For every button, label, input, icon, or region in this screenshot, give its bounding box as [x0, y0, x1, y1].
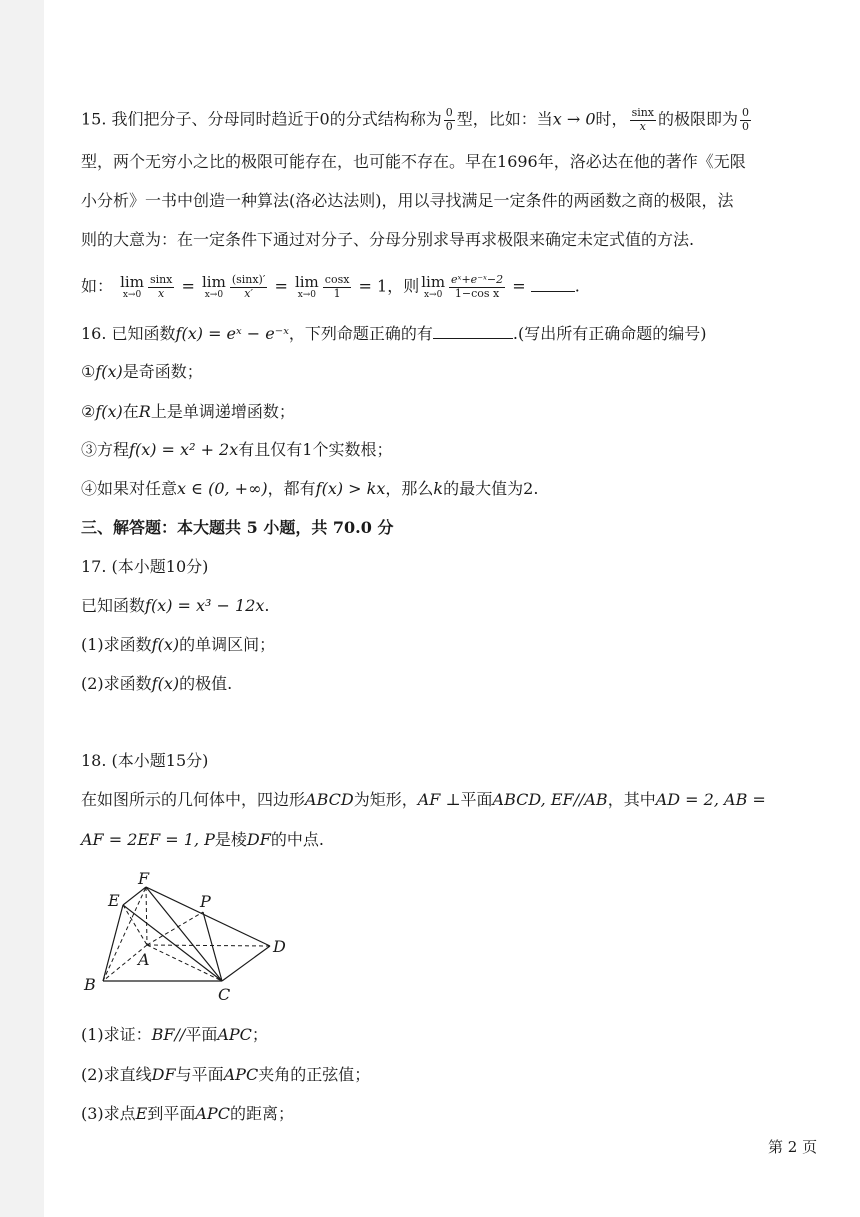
q15-line-5-limits: 如： lim x→0 $\frac{\sin x}{x}$ = lim x→0 $\frac{(\sin x)'}{x'}$ = lim x→0 $\frac{\cos x}{1}$ = 1，则 lim x→0 $\frac{\text{eˣ+e⁻ˣ−2}}{\text{1−cos x}}$ = . [81, 273, 580, 300]
fraction-zero-over-zero-2: $\frac{0}{0}$ [742, 106, 750, 133]
fraction-sinx-over-x: $\frac{\sin x}{x}$ [631, 106, 655, 133]
label-C: C [218, 985, 231, 1004]
geometry-figure [80, 868, 295, 1008]
label-F: F [138, 869, 150, 888]
q17-part-1: (1)求函数f(x)的单调区间； [81, 635, 276, 654]
limit-operator: lim x→0 [421, 273, 446, 300]
q18-heading: 18. (本小题15分) [81, 751, 209, 770]
edge-CD [222, 946, 270, 981]
section-heading: 三、解答题：本大题共 5 小题，共 70.0 分 [81, 518, 394, 537]
q15-line-3: 小分析》一书中创造一种算法(洛必达法则)，用以寻找满足一定条件的两函数之商的极限，法 [81, 191, 734, 210]
q17-given: 已知函数f(x) = x³ − 12x. [81, 596, 270, 615]
fraction-sinx-x: $\frac{\sin x}{x}$ [149, 273, 173, 300]
q18-part-2: (2)求直线DF与平面APC夹角的正弦值； [81, 1065, 371, 1084]
edge-AC [147, 945, 222, 981]
fraction-derivative: $\frac{(\sin x)'}{x'}$ [231, 273, 266, 300]
q16-stem: 16. 已知函数f(x) = eˣ − e⁻ˣ，下列命题正确的有 .(写出所有正确命题的编号) [81, 324, 707, 343]
q18-part-3: (3)求点E到平面APC的距离； [81, 1104, 294, 1123]
q16-option-2: ②f(x)在R上是单调递增函数； [81, 402, 295, 421]
q17-heading: 17. (本小题10分) [81, 557, 209, 576]
limit-operator: lim x→0 [120, 273, 144, 300]
label-E: E [108, 891, 120, 910]
edge-AD [147, 945, 270, 946]
page-number: 第 2 页 [768, 1138, 818, 1156]
label-B: B [84, 975, 96, 994]
edge-EA [123, 905, 147, 945]
edge-FA [146, 887, 147, 945]
q16-option-4: ④如果对任意x ∈ (0, +∞)，都有f(x) > kx，那么k的最大值为2. [81, 479, 539, 498]
label-D: D [273, 937, 286, 956]
fraction-zero-over-zero: $\frac{0}{0}$ [445, 106, 453, 133]
limit-operator: lim x→0 [294, 273, 319, 300]
edge-AP [147, 912, 203, 945]
fraction-exp-over-cos: $\frac{\text{eˣ+e⁻ˣ−2}}{\text{1−cos x}}$ [451, 273, 504, 300]
q18-stem-line-2: AF = 2EF = 1, P是棱DF的中点. [81, 830, 324, 849]
limit-operator: lim x→0 [201, 273, 226, 300]
label-A: A [138, 950, 150, 969]
q15-line-2: 型，两个无穷小之比的极限可能存在，也可能不存在。早在1696年，洛必达在他的著作《无限 [81, 152, 746, 171]
q16-option-3: ③方程f(x) = x² + 2x有且仅有1个实数根； [81, 440, 393, 459]
q16-option-1: ①f(x)是奇函数； [81, 362, 203, 381]
q18-part-1: (1)求证：BF//平面APC； [81, 1025, 268, 1044]
q15-line-4: 则的大意为：在一定条件下通过对分子、分母分别求导再求极限来确定未定式值的方法. [81, 230, 695, 249]
edge-EF [123, 887, 146, 905]
answer-blank[interactable] [433, 324, 513, 339]
edge-EB [103, 905, 123, 981]
q15-line-1: 15. 我们把分子、分母同时趋近于0的分式结构称为 $\frac{0}{0}$ 型，比如：当x → 0时， $\frac{\sin x}{x}$ 的极限即为 $\frac{0}{0}$ [81, 106, 750, 133]
fraction-cosx-1: $\frac{\cos x}{1}$ [324, 273, 350, 300]
q18-stem-line-1: 在如图所示的几何体中，四边形ABCD为矩形，AF ⊥平面ABCD, EF//AB，其中AD = 2, AB = [81, 790, 766, 809]
label-P: P [200, 892, 211, 911]
q17-part-2: (2)求函数f(x)的极值. [81, 674, 233, 693]
answer-blank[interactable] [531, 277, 575, 292]
